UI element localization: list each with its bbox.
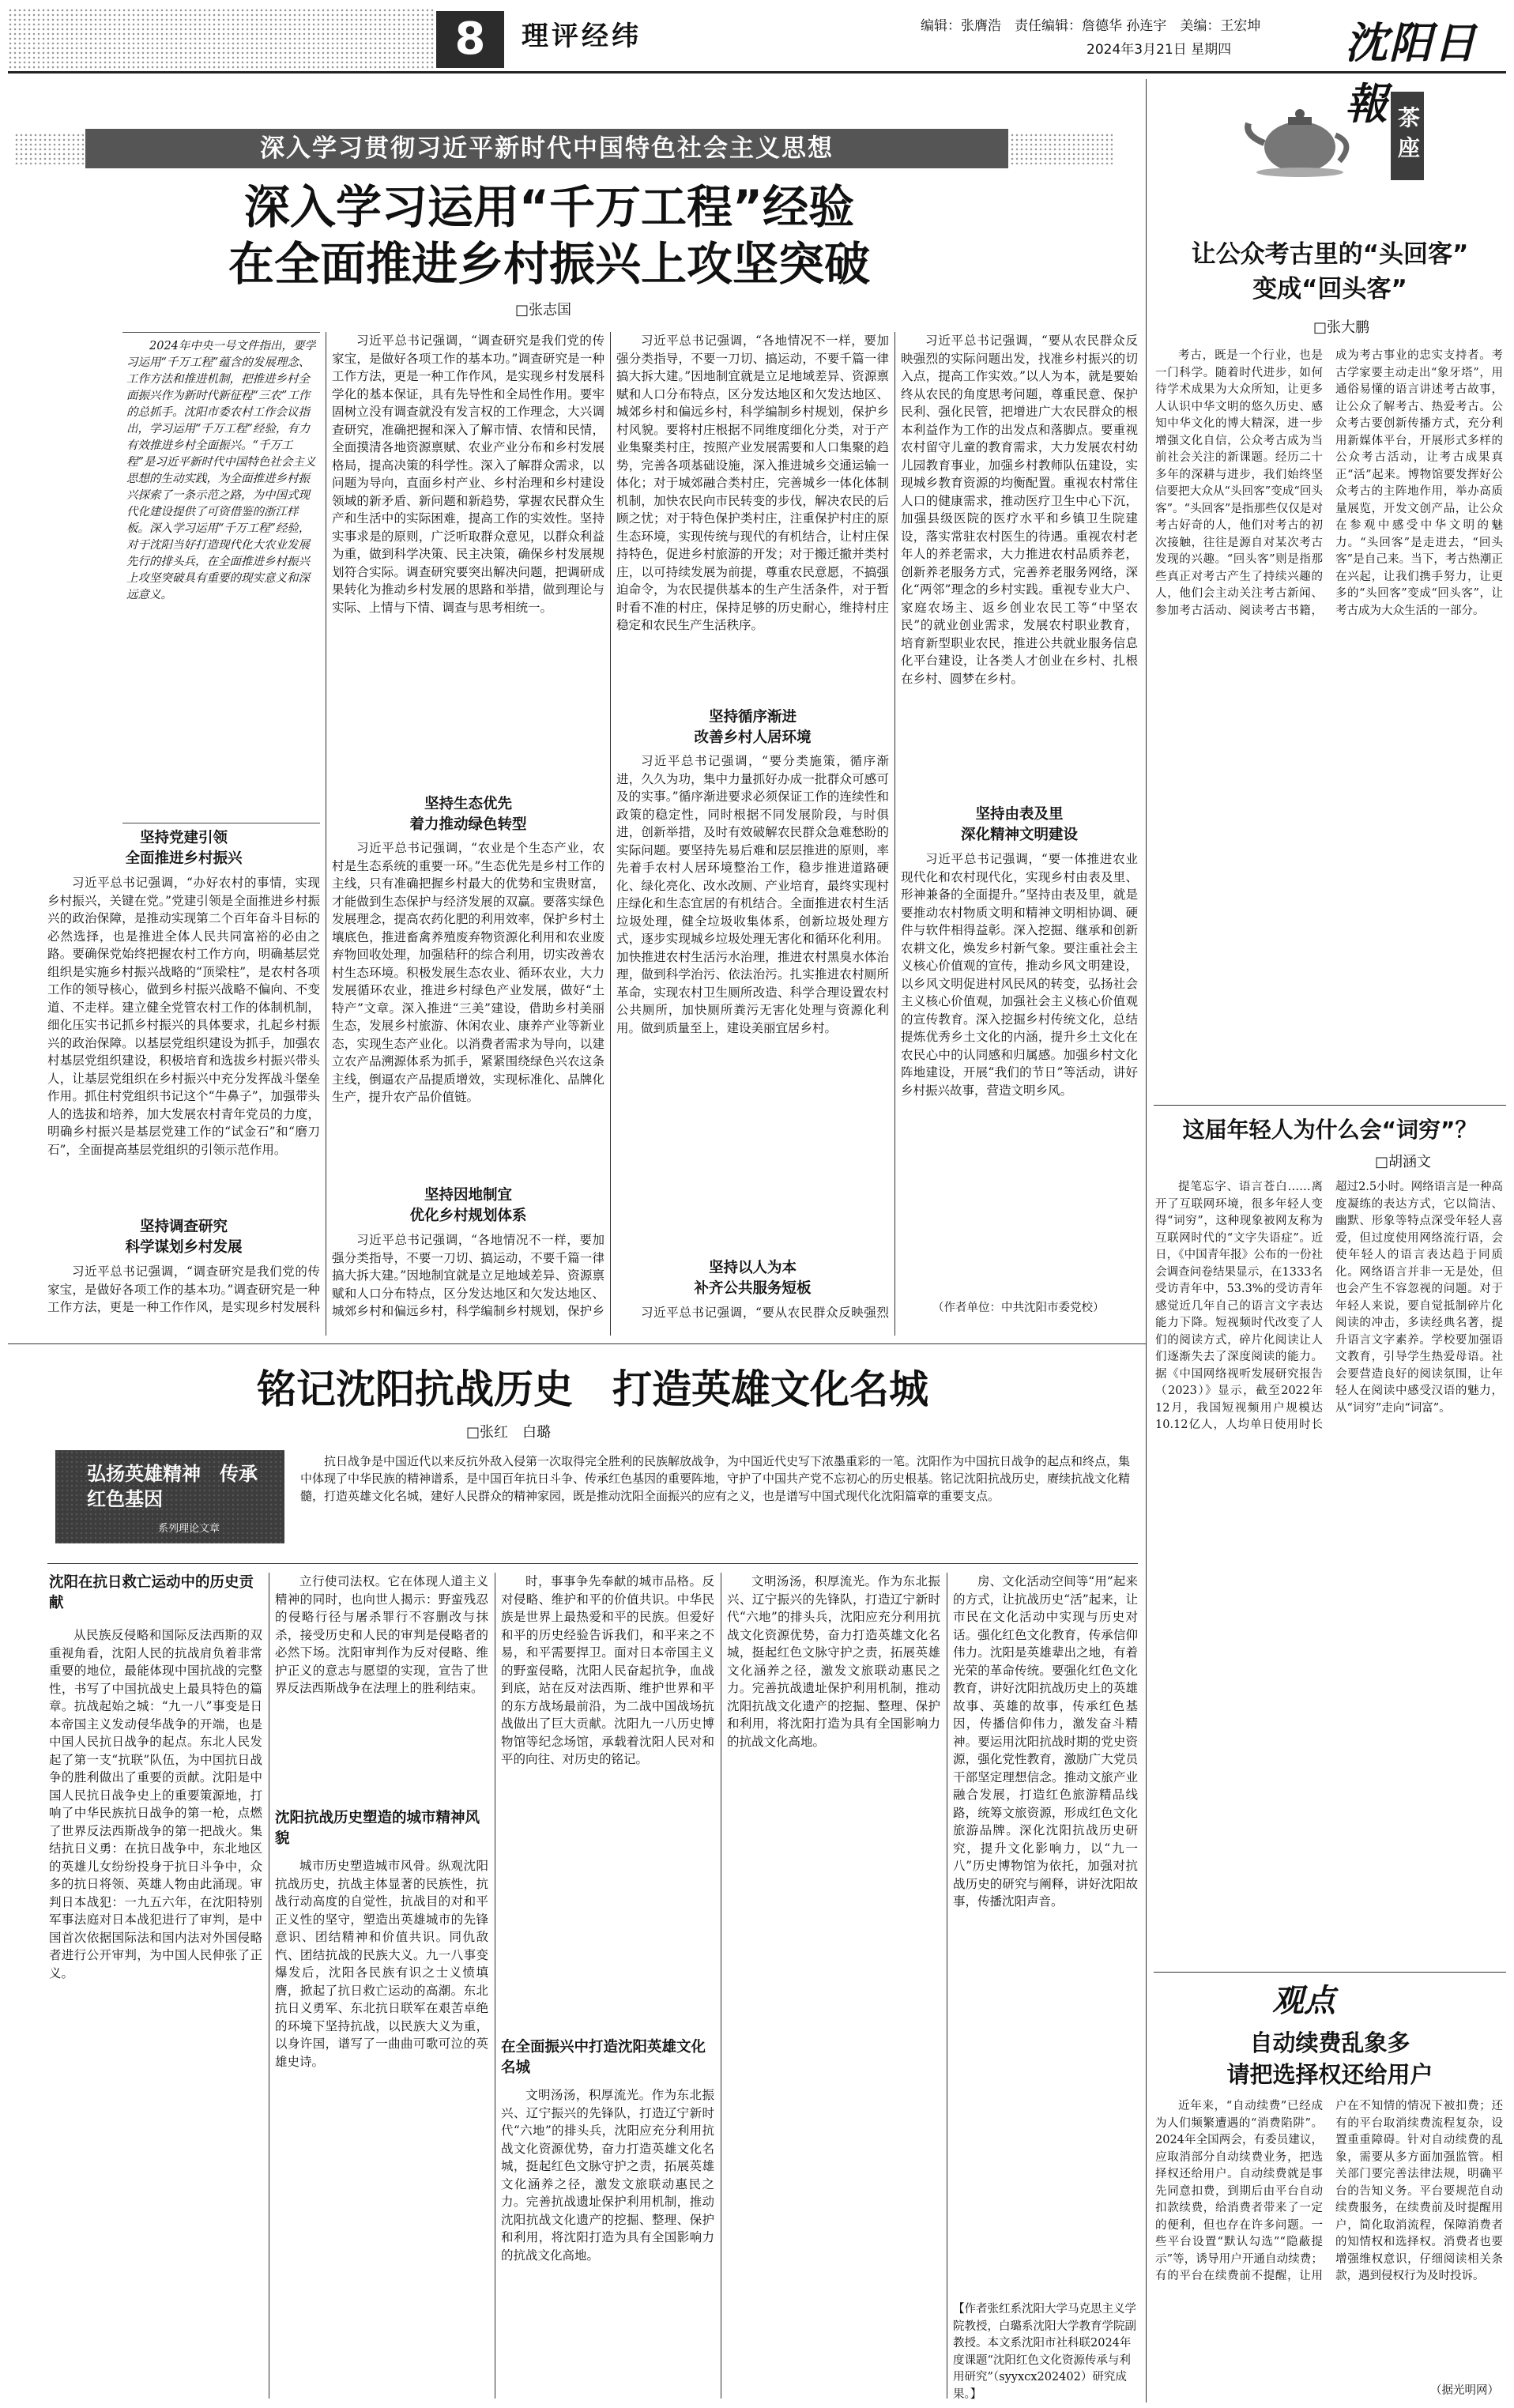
- lead-title-line2: 在全面推进乡村振兴上攻坚突破: [228, 237, 870, 291]
- history-intro: 抗日战争是中国近代以来反抗外敌入侵第一次取得完全胜利的民族解放战争，为中国近代史写下浓墨重彩的一笔。沈阳作为中国抗日战争的起点和终点，集中体现了中华民族的精神谱系，是中国百年抗日斗争、传承红色基因的重要阵地，守护了中国共产党不忘初心的历史根基。铭记沈阳抗战历史，赓续抗战文化精髓，打造英雄文化名城，建好人民群众的精神家园，既是推动沈阳全面振兴的应有之义，也是谱写中国式现代化沈阳篇章的重要支点。: [300, 1454, 1130, 1503]
- art1-title: [1154, 237, 1506, 307]
- lead-subhead-3: 坚持生态优先 着力推动绿色转型: [409, 796, 527, 833]
- art2-byline: □胡涵文: [1375, 1154, 1432, 1170]
- history-subhead-2: 沈阳抗战历史塑造的城市精神风貌: [275, 1810, 480, 1847]
- lead-subhead-4: 坚持因地制宜 优化乡村规划体系: [409, 1187, 527, 1224]
- lead-text-2b: 习近平总书记强调，“调查研究是我们党的传家宝，是做好各项工作的基本功。”调查研究是一种工作方法，更是一种工作作风，是实现乡村发展科学化的基本保证，具有先导性和全局性作用。要牢固树立没有调查就没有发言权的工作理念，大兴调查研究，准确把握和深入了解市情、农情和民情，全面摸清各地资源禀赋、农业产业分布和乡村发展格局，提高决策的科学性。深入了解群众需求，以问题为导向，直面乡村产业、乡村治理和乡村建设领域的新矛盾、新问题和新趋势，掌握农民群众生产和生活中的实际困难，提高工作的实效性。坚持实事求是的原则，广泛听取群众意见，以群众利益为重，做到科学决策、民主决策，确保乡村发展规划符合实际。调查研究要突出解决问题，把调研成果转化为推动乡村发展的思路和举措，做到理论与实际、上情与下情、调查与思考相统一。: [332, 334, 604, 615]
- header-rule: [8, 71, 1506, 73]
- art1-title-line1: 让公众考古里的“头回客”: [1191, 240, 1469, 269]
- history-byline: □张红 白璐: [466, 1424, 552, 1441]
- right-rule: [1154, 1105, 1506, 1106]
- art2-text: 提笔忘字、语言苍白……离开了互联网环境，很多年轻人变得“词穷”，这种现象被网友称为互联网时代的“文字失语症”。近日，《中国青年报》公布的一份社会调查问卷结果显示，在1333名受访青年中，53.3%的受访青年感觉近几年自己的语言文字表达能力下降。短视频时代改变了人们的阅读方式，碎片化阅读让人们逐渐失去了深度阅读的能力。据《中国网络视听发展研究报告（2023）》显示，截至2022年12月，我国短视频用户规模达10.12亿人，人均单日使用时长超过2.5小时。网络语言是一种高度凝练的表达方式，它以简洁、幽默、形象等特点深受年轻人喜爱，但过度使用网络流行语，会使年轻人的语言表达趋于同质化。网络语言并非一无是处，但也会产生不容忽视的问题。对于年轻人来说，要自觉抵制碎片化阅读的冲击，多读经典名著，提升语言文字素养。学校要加强语文教育，引导学生热爱母语。社会要营造良好的阅读氛围，让年轻人在阅读中感受汉语的魅力，从“词穷”走向“词富”。: [1155, 1181, 1503, 1431]
- lead-text-6b: 习近平总书记强调，“要从农民群众反映强烈的实际问题出发，找准乡村振兴的切入点，提高工作实效。”以人为本，就是要始终从农民的角度思考问题，尊重民意、保护民利、强化民管，把增进广大农民群众的根本利益作为工作的出发点和落脚点。要重视农村留守儿童的教育需求，大力发展农村幼儿园教育事业，加强乡村教师队伍建设，实现城乡教育资源的均衡配置。重视农村常住人口的健康需求，推动医疗卫生中心下沉，加强县级医院的医疗水平和乡镇卫生院建设，落实常驻农村医生的待遇。重视农村老年人的养老需求，大力推进农村品质养老，创新养老服务方式，完善养老服务网络，深化“两邻”理念的乡村实践。重视专业大户、家庭农场主、返乡创业农民工等“中坚农民”的就业创业需求，发展农村职业教育，培育新型职业农民，推进公共就业服务信息化平台建设，让各类人才创业在乡村、扎根在乡村、圆梦在乡村。: [901, 334, 1138, 686]
- art1-title-line2: 变成“回头客”: [1252, 275, 1407, 303]
- art3-title-line1: 自动续费乱象多: [1249, 2029, 1410, 2056]
- history-text-1: 从民族反侵略和国际反法西斯的双重视角看，沈阳人民的抗战肩负着非常重要的地位，最能体现中国抗战的完整性，书写了中国抗战史上最具特色的篇章。抗战起始之城：“九一八”事变是日本帝国主义发动侵华战争的开端，也是中国人民抗日战争的起点。东北人民发起了第一支“抗联”队伍，为中国抗日战争的胜利做出了重要的贡献。沈阳是中国人民抗日战争史上的重要策源地，打响了中华民族抗日战争的第一枪，点燃了世界反法西斯战争的第一把战火。集结抗日义勇：在抗日战争中，东北地区的英雄儿女纷纷投身于抗日斗争中，众多的抗日将领、英雄人物由此涌现。审判日本战犯：一九五六年，在沈阳特别军事法庭对日本战犯进行了审判，是中国首次依据国际法和国内法对外国侵略者进行公开审判，为中国人民伸张了正义。: [49, 1628, 262, 1980]
- lead-intro: 2024年中央一号文件指出，要学习运用“千万工程”蕴含的发展理念、工作方法和推进机制，把推进乡村全面振兴作为新时代新征程“三农”工作的总抓手。沈阳市委农村工作会议指出，学习运用“千万工程”经验，有力有效推进乡村全面振兴。“千万工程”是习近平新时代中国特色社会主义思想的生动实践，为全面推进乡村振兴探索了一条示范之路，为中国式现代化建设提供了可资借鉴的浙江样板。深入学习运用“千万工程”经验，对于沈阳当好打造现代化大农业发展先行的排头兵，在全面推进乡村振兴上攻坚突破具有重要的现实意义和深远意义。: [126, 340, 316, 601]
- art3-text: 近年来，“自动续费”已经成为人们频繁遭遇的“消费陷阱”。2024年全国两会，有委员建议，应取消部分自动续费业务，把选择权还给用户。自动续费就是事先同意扣费，到期后由平台自动扣款续费，给消费者带来了一定的便利，但也存在许多问题。一些平台设置“默认勾选”“隐蔽提示”等，诱导用户开通自动续费；有的平台在续费前不提醒，让用户在不知情的情况下被扣费；还有的平台取消续费流程复杂，设置重重障碍。针对自动续费的乱象，需要从多方面加强监管。相关部门要完善法律法规，明确平台的告知义务。平台要规范自动续费服务，在续费前及时提醒用户，简化取消流程，保障消费者的知情权和选择权。消费者也要增强维权意识，仔细阅读相关条款，遇到侵权行为及时投诉。: [1155, 2100, 1503, 2282]
- history-rule: [47, 1563, 1138, 1564]
- art3-credit: （据光明网）: [1430, 2384, 1499, 2397]
- history-subhead-1: 沈阳在抗日救亡运动中的历史贡献: [49, 1574, 254, 1611]
- banner-dot-band: [14, 133, 84, 164]
- art2-title: 这届年轻人为什么会“词穷”？: [1182, 1117, 1478, 1143]
- lead-banner: 深入学习贯彻习近平新时代中国特色社会主义思想: [85, 129, 1008, 168]
- chaguan-label: 茶座: [1391, 92, 1424, 180]
- art3-title: [1154, 2027, 1506, 2090]
- lead-subhead-7: 坚持由表及里 深化精神文明建设: [960, 806, 1078, 843]
- page-number: 8: [436, 11, 504, 68]
- issue-date: 2024年3月21日 星期四: [1087, 42, 1232, 58]
- history-text-4: 时，事事争先奉献的城市品格。反对侵略、维护和平的价值共识。中华民族是世界上最热爱和平的民族。但爱好和平的历史经验告诉我们，和平来之不易，和平需要捍卫。面对日本帝国主义的野蛮侵略，沈阳人民奋起抗争，血战到底，站在反对法西斯、维护世界和平的东方战场最前沿，为二战中国战场抗战做出了巨大贡献。沈阳九一八历史博物馆等纪念场馆，承载着沈阳人民对和平的向往、对历史的铭记。: [501, 1574, 714, 1766]
- lead-text-6a: 习近平总书记强调，“要从农民群众反映强烈: [641, 1306, 889, 1320]
- lead-subhead-2: 坚持调查研究 科学谋划乡村发展: [125, 1219, 243, 1256]
- col-divider: [610, 332, 611, 1336]
- lead-text-1: 习近平总书记强调，“办好农村的事情，实现乡村振兴，关键在党。”党建引领是全面推进乡村振兴的政治保障，是推动实现第二个百年奋斗目标的必然选择，也是推进全体人民共同富裕的必由之路。要确保党始终把握农村工作方向，明确基层党组织是实施乡村振兴战略的“顶梁柱”，是农村各项工作的领导核心，做到乡村振兴战略不偏向、不变道、不走样。建立健全党管农村工作的体制机制，细化压实书记抓乡村振兴的具体要求，扎起乡村振兴的政治保障。以基层党组织建设为抓手，加强农村基层党组织建设，积极培育和选拔乡村振兴带头人，让基层党组织在乡村振兴中充分发挥战斗堡垒作用。抓住村党组织书记这个“牛鼻子”，加强带头人的选拔和培养，加大发展农村青年党员的力度，明确乡村振兴是基层党建工作的“试金石”和“磨刀石”，全面提高基层党组织的引领示范作用。: [47, 876, 320, 1157]
- lead-subhead-1: 坚持党建引领 全面推进乡村振兴: [125, 830, 243, 867]
- history-text-6: 房、文化活动空间等“用”起来的方式，让抗战历史“活”起来，让市民在文化活动中实现与历史对话。强化红色文化教育，传承信仰伟力。沈阳是英雄辈出之地，有着光荣的革命传统。要强化红色文化教育，讲好沈阳抗战历史上的英雄故事、英雄的故事，传承红色基因，传播信仰伟力，激发奋斗精神。要运用沈阳抗战时期的党史资源，强化党性教育，激励广大党员干部坚定理想信念。推动文旅产业融合发展，打造红色旅游精品线路，统筹文旅资源，形成红色文化旅游品牌。深化沈阳抗战历史研究，提升文化影响力，以“九一八”历史博物馆为依托，加强对抗战历史的研究与阐释，讲好沈阳故事，传播沈阳声音。: [953, 1574, 1138, 1909]
- history-text-3: 城市历史塑造城市风骨。纵观沈阳抗战历史，抗战主体显著的民族性，抗战行动高度的自觉性，抗战目的对和平正义性的坚守，塑造出英雄城市的先锋意识、团结精神和价值共识。同仇敌忾、团结抗战的民族大义。九一八事变爆发后，沈阳各民族有识之士义愤填膺，掀起了抗日救亡运动的高潮。东北抗日义勇军、东北抗日联军在艰苦卓绝的环境下坚持抗战，以民族大义为重，以身许国，谱写了一曲曲可歌可泣的英雄史诗。: [275, 1859, 488, 2069]
- history-text-5b: 文明汤汤，积厚流光。作为东北振兴、辽宁振兴的先锋队，打造辽宁新时代“六地”的排头兵，沈阳应充分利用抗战文化资源优势，奋力打造英雄文化名城，挺起红色文脉守护之责，拓展英雄文化涵养之径，激发文旅联动惠民之力。完善抗战遗址保护利用机制，推动沈阳抗战文化遗产的挖掘、整理、保护和利用，将沈阳打造为具有全国影响力的抗战文化高地。: [727, 1574, 940, 1749]
- lead-text-4a: 习近平总书记强调，“各地情况不一样，要加强分类指导，不要一刀切、搞运动，不要千篇一律搞大拆大建。”因地制宜就是立足地域差异、资源禀赋和人口分布特点，区分发达地区和欠发达地区、城郊乡村和偏远乡村，科学编制乡村规划，保护乡: [332, 1233, 604, 1318]
- art3-title-line2: 请把选择权还给用户: [1226, 2061, 1433, 2088]
- lead-text-2a: 习近平总书记强调，“调查研究是我们党的传家宝，是做好各项工作的基本功。”调查研究是一种工作方法，更是一种工作作风，是实现乡村发展科: [47, 1264, 320, 1314]
- chaguan-header: [1154, 85, 1506, 184]
- art1-byline: □张大鹏: [1313, 319, 1370, 336]
- lead-subhead-5: 坚持循序渐进 改善乡村人居环境: [616, 707, 889, 748]
- lead-byline: □张志国: [515, 302, 572, 318]
- series-box-label: 弘扬英雄精神 传承红色基因: [87, 1463, 258, 1510]
- section-title: 理评经纬: [522, 21, 642, 52]
- series-box-sub: 系列理论文章: [158, 1523, 220, 1535]
- lead-title-line1: 深入学习运用“千万工程”经验: [243, 180, 855, 234]
- banner-dot-band-right: [1010, 133, 1113, 164]
- right-col-divider: [1146, 79, 1147, 2402]
- history-series-box: [55, 1450, 284, 1543]
- teapot-icon: [1241, 100, 1359, 179]
- header-dot-band: [8, 8, 435, 70]
- history-text-5: 文明汤汤，积厚流光。作为东北振兴、辽宁振兴的先锋队，打造辽宁新时代“六地”的排头兵，沈阳应充分利用抗战文化资源优势，奋力打造英雄文化名城，挺起红色文脉守护之责，拓展英雄文化涵养之径，激发文旅联动惠民之力。完善抗战遗址保护利用机制，推动沈阳抗战文化遗产的挖掘、整理、保护和利用，将沈阳打造为具有全国影响力的抗战文化高地。: [501, 2088, 714, 2263]
- lead-text-5: 习近平总书记强调，“要分类施策，循序渐进，久久为功，集中力量抓好办成一批群众可感可及的实事。”循序渐进要求必须保证工作的连续性和政策的稳定性，同时根据不同发展阶段，与时俱进，创新举措，及时有效破解农民群众急难愁盼的实际问题。要坚持先易后难和层层推进的原则，率先着手农村人居环境整治工作，稳步推进道路硬化、绿化亮化、改水改厕、产业培育，最终实现村庄绿化和生态宜居的有机结合。全面推进农村生活垃圾处理，健全垃圾收集体系，创新垃圾处理方式，逐步实现城乡垃圾处理无害化和循环化利用。加快推进农村生活污水治理，推进农村黑臭水体治理，做到科学治污、依法治污。扎实推进农村厕所革命，实现农村卫生厕所改造、科学合理设置农村公共厕所，加快厕所粪污无害化处理与资源化利用。做到质量至上，建设美丽宜居乡村。: [616, 754, 889, 1035]
- editors-line: 编辑：张膺浩 责任编辑：詹德华 孙连宇 美编：王宏坤: [921, 18, 1261, 34]
- section-rule: [8, 1343, 1146, 1344]
- newspaper-logo: 沈阳日報: [1345, 17, 1478, 129]
- col-divider: [894, 332, 895, 1336]
- lead-subhead-6: 坚持以人为本 补齐公共服务短板: [694, 1260, 812, 1297]
- history-subhead-3: 在全面振兴中打造沈阳英雄文化名城: [501, 2039, 706, 2076]
- history-author-note: 【作者张红系沈阳大学马克思主义学院教授，白璐系沈阳大学教育学院副教授。本文系沈阳市社科联2024年度课题“沈阳红色文化资源传承与利用研究”（syyxcx202402）研究成果。】: [953, 2303, 1136, 2400]
- guandian-label: 观点: [1272, 1982, 1335, 2019]
- history-text-2: 立行使司法权。它在体现人道主义精神的同时，也向世人揭示：野蛮残忍的侵略行径与屠杀罪行不容删改与抹杀，接受历史和人民的审判是侵略者的必然下场。沈阳审判作为反对侵略、维护正义的意志与愿望的实现，宣告了世界反法西斯战争在法理上的胜利结束。: [275, 1574, 488, 1695]
- lead-text-4b: 习近平总书记强调，“各地情况不一样，要加强分类指导，不要一刀切、搞运动，不要千篇一律搞大拆大建。”因地制宜就是立足地域差异、资源禀赋和人口分布特点，区分发达地区和欠发达地区、城郊乡村和偏远乡村，科学编制乡村规划，保护乡村风貌。要将村庄根据不同维度细化分类，对于产业集聚类村庄，按照产业发展需要和人口集聚的趋势，完善各项基础设施，深入推进城乡交通运输一体化；对于城郊融合类村庄，完善城乡一体化体制机制，加快农民向市民转变的步伐，解决农民的后顾之忧；对于特色保护类村庄，注重保护村庄的原生态环境，实现传统与现代的有机结合，让村庄保持特色，促进乡村旅游的开发；对于搬迁撤并类村庄，以可持续发展为前提，尊重农民意愿，不搞强迫命令，为农民提供基本的生产生活条件，对于暂时看不准的村庄，保持足够的历史耐心，维持村庄稳定和农民生产生活秩序。: [616, 334, 889, 632]
- lead-title: [79, 179, 1019, 292]
- right-rule: [1154, 1972, 1506, 1973]
- history-title: 铭记沈阳抗战历史 打造英雄文化名城: [257, 1366, 928, 1412]
- art1-text: 考古，既是一个行业，也是一门科学。随着时代进步，如何待学术成果为大众所知，让更多人认识中华文明的悠久历史、感知中华文化的博大精深，进一步增强文化自信，公众考古成为当前社会关注的新课题。经历二十多年的深耕与进步，我们始终坚信要把大众从“头回客”变成“回头客”。“头回客”是指那些仅仅是对考古好奇的人，他们对考古的初次接触，往往是源自对某次考古发现的兴趣。“回头客”则是指那些真正对考古产生了持续兴趣的人，他们会主动关注考古新闻、参加考古活动、阅读考古书籍，成为考古事业的忠实支持者。考古学家要主动走出“象牙塔”，用通俗易懂的语言讲述考古故事，让公众了解考古、热爱考古。公众考古要创新传播方式，充分利用新媒体平台，开展形式多样的公众考古活动，让考古成果真正“活”起来。博物馆要发挥好公众考古的主阵地作用，举办高质量展览，开发文创产品，让公众在参观中感受中华文明的魅力。“头回客”是走进去，“回头客”是自己来。当下，考古热潮正在兴起，让我们携手努力，让更多的“头回客”变成“回头客”，让考古成为大众生活的一部分。: [1155, 349, 1503, 617]
- lead-text-3: 习近平总书记强调，“农业是个生态产业，农村是生态系统的重要一环。”生态优先是乡村工作的主线，只有准确把握乡村最大的优势和宝贵财富，才能做到生态保护与经济发展的双赢。要落实绿色发展理念，提高农药化肥的利用效率，保护乡村土壤底色，推进畜禽养殖废弃物资源化利用和农业废弃物回收处理，加强秸秆的综合利用，切实改善农村生态环境。积极发展生态农业、循环农业，大力发展循环农业，推进乡村绿色产业发展，做好“土特产”文章。深入推进“三美”建设，借助乡村美丽生态，发展乡村旅游、休闲农业、康养产业等新业态，实现生态产业化。以消费者需求为导向，以建立农产品溯源体系为抓手，紧紧围绕绿色兴农这条主线，倒逼农产品提质增效，实现标准化、品牌化生产，提升农产品价值链。: [332, 841, 604, 1104]
- lead-author-note: （作者单位：中共沈阳市委党校）: [932, 1302, 1105, 1314]
- lead-text-7: 习近平总书记强调，“要一体推进农业现代化和农村现代化，实现乡村由表及里、形神兼备的全面提升。”坚持由表及里，就是要推动农村物质文明和精神文明相协调、硬件与软件相得益彰。深入挖掘、继承和创新农耕文化，焕发乡村新气象。要注重社会主义核心价值观的宣传，推动乡风文明建设，以乡风文明促进村风民风的转变，弘扬社会主义核心价值观，加强社会主义核心价值观的宣传教育。深入挖掘乡村传统文化，总结提炼优秀乡土文化的内涵，提升乡土文化在农民心中的认同感和归属感。加强乡村文化阵地建设，开展“我们的节日”等活动，讲好乡村振兴故事，营造文明乡风。: [901, 852, 1138, 1098]
